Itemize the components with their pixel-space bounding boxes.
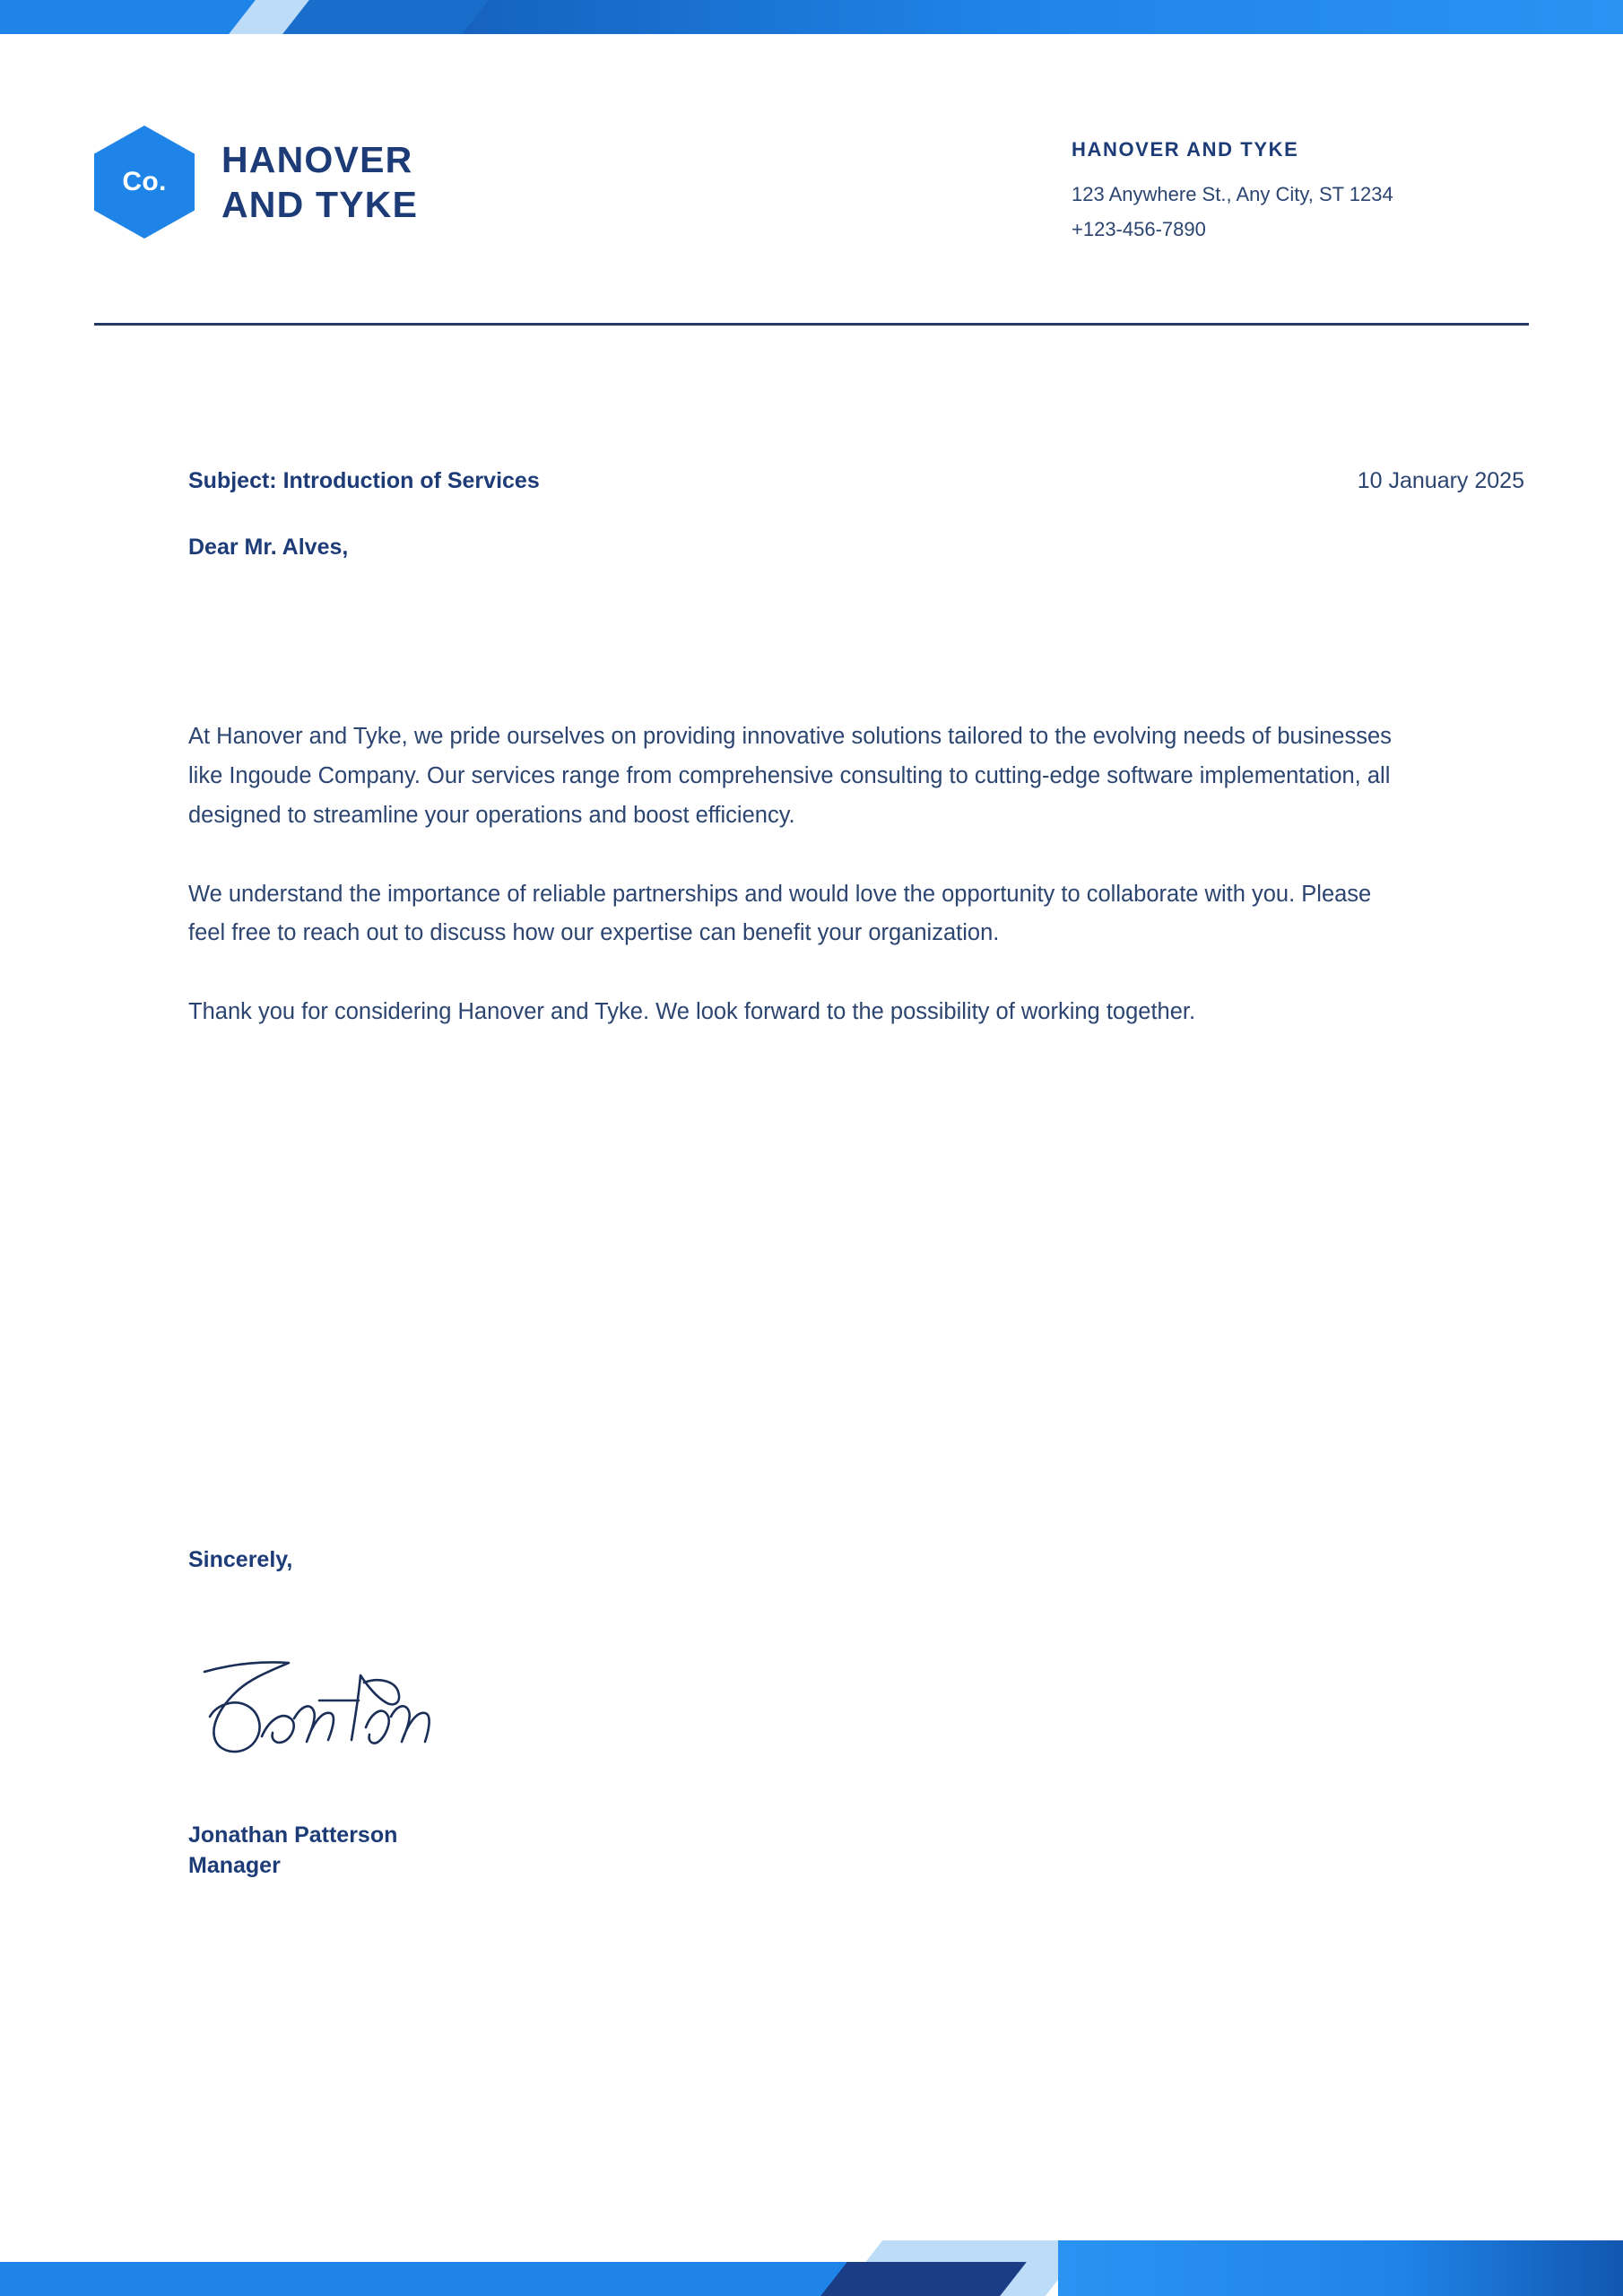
signer-name: Jonathan Patterson [188, 1822, 398, 1848]
contact-phone: +123-456-7890 [1072, 217, 1206, 240]
letter-salutation: Dear Mr. Alves, [188, 535, 349, 560]
brand-name [221, 137, 418, 227]
letter-paragraph: Thank you for considering Hanover and Tyke. We look forward to the possibility of working together. [188, 999, 1196, 1025]
letterhead [94, 126, 1529, 247]
company-logo-icon [94, 126, 195, 239]
brand-name-line-1: HANOVER [221, 138, 413, 180]
letter-subject: Subject: Introduction of Services [188, 468, 540, 493]
letter-closing: Sincerely, [188, 1547, 293, 1572]
brand-lockup [94, 126, 418, 239]
logo-monogram: Co. [122, 167, 167, 196]
header-band-dark-slash [282, 0, 489, 34]
contact-block [1072, 126, 1529, 247]
signer-block [188, 1821, 397, 1882]
signature-image [176, 1650, 463, 1776]
footer-decorative-band [0, 2240, 1623, 2296]
header-divider [94, 323, 1529, 326]
contact-address: 123 Anywhere St., Any City, ST 1234 [1072, 183, 1393, 205]
letter-meta-row [188, 468, 1524, 494]
footer-band-dark-slash [820, 2262, 1027, 2296]
signer-role: Manager [188, 1852, 281, 1878]
letter-paragraph: We understand the importance of reliable partnerships and would love the opportunity to collaborate with you. Please feel free to reach out to discuss how our expertise can benefit your organization. [188, 881, 1372, 946]
brand-name-line-2: AND TYKE [221, 184, 419, 225]
footer-band-right [1058, 2240, 1623, 2296]
letter-body [188, 718, 1408, 1072]
letter-date: 10 January 2025 [1357, 468, 1524, 493]
letter-paragraph: At Hanover and Tyke, we pride ourselves on providing innovative solutions tailored to the evolving needs of businesses like Ingoude Company. Our services range from comprehensive consulting to cutting-edge software implementation, all designed to streamline your operations and boost efficiency. [188, 724, 1392, 828]
footer-band-left [0, 2262, 906, 2296]
contact-company-name: HANOVER AND TYKE [1072, 138, 1299, 161]
